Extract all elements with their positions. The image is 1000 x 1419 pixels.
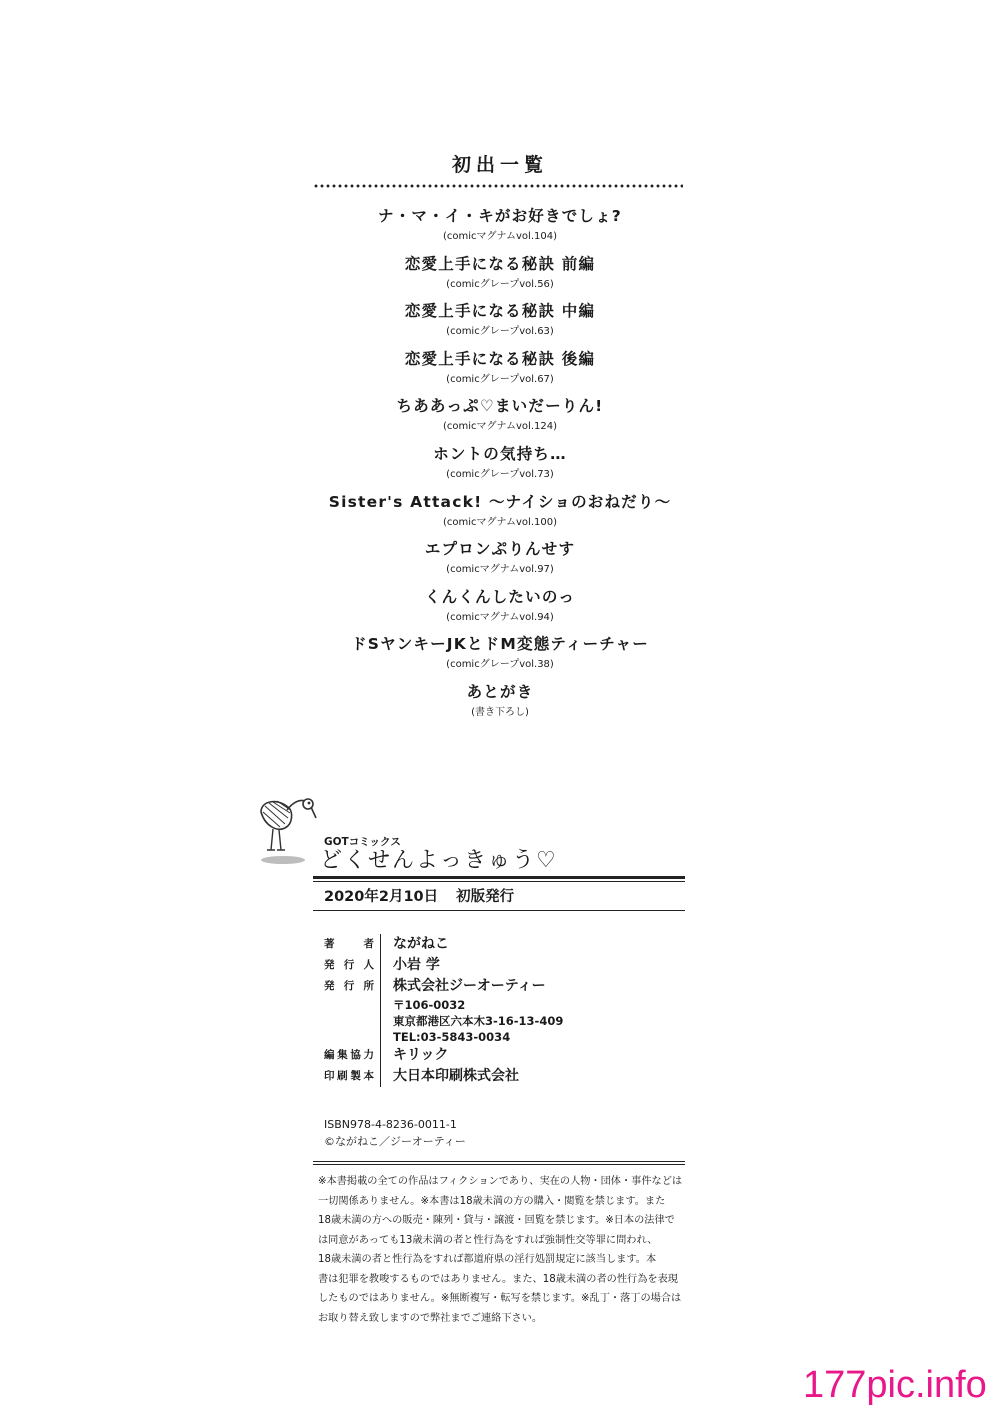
toc-title: 恋愛上手になる秘訣 前編 [404,254,596,273]
toc-title: ナ・マ・イ・キがお好きでしょ? [378,207,622,225]
toc-title: 恋愛上手になる秘訣 後編 [404,349,596,368]
publisher-company: 株式会社ジーオーティー [393,978,546,994]
credit-row [324,1045,684,1066]
notice-line: 18歳未満の者と性行為をすれば都道府県の淫行処罰規定に該当します。本 [318,1254,657,1265]
series-label: GOTコミックス [324,836,401,848]
toc-item [0,679,1000,727]
toc-source: (書き下ろし) [471,706,529,718]
publication-date [324,885,514,906]
title-rule-thin [313,881,685,882]
toc-title: くんくんしたいのっ [424,587,576,606]
toc-title: あとがき [466,682,534,701]
toc-source: (comicマグナムvol.100) [442,516,558,528]
credit-row [324,955,684,976]
credit-value [380,955,440,976]
author-name: ながねこ [393,936,449,952]
toc-title: ちああっぷ♡まいだーりん! [396,397,604,416]
credit-label: 発行所 [324,980,374,992]
date-rule [313,910,685,911]
page-title: 初出一覧 [451,154,548,176]
toc-source: (comicマグナムvol.124) [442,421,558,433]
credit-label: 著 者 [324,938,374,950]
bird-logo-icon [255,792,317,870]
credit-label: 編集協力 [324,1049,374,1061]
printer: 大日本印刷株式会社 [393,1068,519,1084]
toc-item [0,536,1000,584]
isbn-block [324,1116,466,1150]
notice-line: 一切関係ありません。※本書は18歳未満の方の購入・閲覧を禁じます。また [318,1195,666,1207]
credit-value [380,934,449,955]
toc-item [0,631,1000,679]
toc-source: (comicマグナムvol.104) [442,231,558,242]
notice-rule-thin [313,1164,685,1165]
toc-item [0,251,1000,299]
credit-row [324,976,684,1045]
toc-source: (comicグレープvol.67) [446,373,554,385]
credit-label: 発行人 [324,959,374,971]
isbn: ISBN978-4-8236-0011-1 [324,1118,457,1131]
credit-row [324,934,684,955]
toc-title: 恋愛上手になる秘訣 中編 [404,302,596,321]
editorial-cooperation: キリック [393,1047,449,1063]
toc-item [0,393,1000,441]
postal-code: 〒106-0032 [393,998,466,1012]
notice-line: 18歳未満の方への販売・陳列・貸与・譲渡・回覧を禁じます。※日本の法律で [318,1215,675,1226]
publisher-person: 小岩 学 [393,957,440,973]
toc-item [0,346,1000,394]
toc-list [0,203,1000,727]
copyright: ©ながねこ／ジーオーティー [324,1135,466,1148]
edition-text: 初版発行 [456,889,515,905]
notice-line: お取り替え致しますので弊社までご連絡下さい。 [318,1312,543,1324]
toc-source: (comicグレープvol.63) [446,326,554,338]
notice-line: 書は犯罪を教唆するものではありません。また、18歳未満の者の性行為を表現 [318,1273,678,1285]
credit-value [380,1066,519,1087]
notice-rule [313,1161,685,1162]
toc-item [0,298,1000,346]
legal-notice [318,1172,686,1328]
toc-source: (comicマグナムvol.94) [446,611,554,623]
credit-row [324,1066,684,1087]
credits-block [324,934,684,1087]
toc-source: (comicグレープvol.73) [446,468,554,480]
toc-title: ホントの気持ち… [433,444,567,463]
notice-line: ※本書掲載の全ての作品はフィクションであり、実在の人物・団体・事件などは [318,1176,683,1187]
title-rule [313,876,685,879]
toc-title: Sister's Attack! ～ナイショのおねだり～ [328,492,672,511]
watermark: 177pic.info [803,1364,987,1406]
toc-source: (comicマグナムvol.97) [446,564,554,576]
toc-title: ドSヤンキーJKとドM変態ティーチャー [351,635,649,654]
credit-value [380,976,563,1045]
toc-source: (comicグレープvol.38) [446,659,554,671]
dotted-divider [313,184,683,188]
credit-label: 印刷製本 [324,1070,374,1082]
toc-item [0,584,1000,632]
toc-title: エプロンぷりんせす [424,540,576,559]
toc-item [0,203,1000,251]
date-text: 2020年2月10日 [324,889,439,905]
toc-item [0,489,1000,537]
book-title: どくせんよっきゅう♡ [320,848,558,873]
toc-item [0,441,1000,489]
telephone: TEL:03-5843-0034 [393,1030,511,1044]
toc-source: (comicグレープvol.56) [446,278,554,290]
notice-line: は同意があっても13歳未満の者と性行為をすれば強制性交等罪に問われ、 [318,1234,658,1246]
credit-value [380,1045,448,1066]
notice-line: したものではありません。※無断複写・転写を禁じます。※乱丁・落丁の場合は [318,1293,682,1304]
address: 東京都港区六本木3-16-13-409 [393,1014,564,1028]
